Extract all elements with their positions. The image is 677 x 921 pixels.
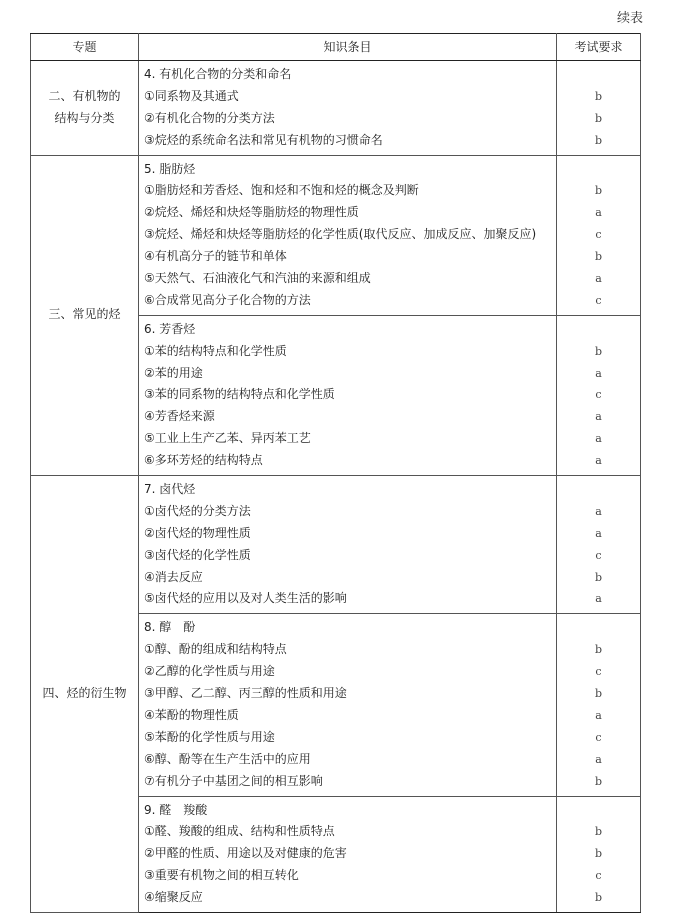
knowledge-item: ④缩聚反应 xyxy=(144,890,203,905)
knowledge-item: ④芳香烃来源 xyxy=(144,409,215,424)
header-topic: 专题 xyxy=(31,34,139,61)
requirement-level: a xyxy=(595,504,602,518)
knowledge-item: ⑥醇、酚等在生产生活中的应用 xyxy=(144,751,311,766)
topic-name-line: 三、常见的烃 xyxy=(48,307,121,322)
requirement-level: b xyxy=(594,133,603,147)
knowledge-item: ③烷烃、烯烃和炔烃等脂肪烃的化学性质(取代反应、加成反应、加聚反应) xyxy=(144,227,537,242)
requirement-level: a xyxy=(595,592,602,606)
topic-cell xyxy=(31,476,139,913)
knowledge-item: ⑤卤代烃的应用以及对人类生活的影响 xyxy=(144,591,347,606)
knowledge-item: ③卤代烃的化学性质 xyxy=(144,547,251,562)
requirement-level: a xyxy=(595,410,602,424)
group-heading: 7. 卤代烃 xyxy=(144,482,196,497)
requirement-level: c xyxy=(595,388,602,402)
requirement-level: c xyxy=(595,665,602,679)
knowledge-items-cell xyxy=(139,155,557,315)
group-heading: 9. 醛 羧酸 xyxy=(144,802,208,817)
requirement-level: a xyxy=(595,454,602,468)
requirement-spacer xyxy=(557,479,640,501)
requirement-level: b xyxy=(594,643,603,657)
knowledge-item: ①同系物及其通式 xyxy=(144,88,239,103)
table-row xyxy=(31,61,641,156)
knowledge-item: ②甲醛的性质、用途以及对健康的危害 xyxy=(144,846,347,861)
requirement-level: b xyxy=(594,250,603,264)
knowledge-item: ⑦有机分子中基团之间的相互影响 xyxy=(144,773,323,788)
exam-requirement-cell xyxy=(557,796,641,912)
requirement-level: c xyxy=(595,548,602,562)
group-heading: 8. 醇 酚 xyxy=(144,620,196,635)
requirement-level: c xyxy=(595,293,602,307)
topic-cell xyxy=(31,61,139,156)
header-knowledge-items: 知识条目 xyxy=(139,34,557,61)
requirement-level: a xyxy=(595,366,602,380)
topic-name-line: 二、有机物的 xyxy=(48,88,121,103)
knowledge-item: ④苯酚的物理性质 xyxy=(144,707,239,722)
topic-cell xyxy=(31,155,139,475)
requirement-level: a xyxy=(595,708,602,722)
table-header-row xyxy=(31,34,641,61)
knowledge-item: ②苯的用途 xyxy=(144,365,203,380)
knowledge-item: ①苯的结构特点和化学性质 xyxy=(144,343,287,358)
requirement-spacer xyxy=(557,800,640,822)
knowledge-items-cell xyxy=(139,614,557,796)
knowledge-items-cell xyxy=(139,315,557,475)
requirement-level: a xyxy=(595,206,602,220)
requirement-level: b xyxy=(594,111,603,125)
requirement-level: a xyxy=(595,272,602,286)
topic-name-line: 结构与分类 xyxy=(54,110,115,125)
exam-requirement-cell xyxy=(557,61,641,156)
topic-name-line: 四、烃的衍生物 xyxy=(42,686,127,701)
header-exam-requirement: 考试要求 xyxy=(557,34,641,61)
knowledge-item: ③苯的同系物的结构特点和化学性质 xyxy=(144,387,335,402)
table-row xyxy=(31,476,641,614)
requirement-spacer xyxy=(557,159,640,181)
requirement-level: b xyxy=(594,687,603,701)
group-heading: 6. 芳香烃 xyxy=(144,321,196,336)
knowledge-item: ②烷烃、烯烃和炔烃等脂肪烃的物理性质 xyxy=(144,205,359,220)
knowledge-item: ⑤苯酚的化学性质与用途 xyxy=(144,729,275,744)
knowledge-item: ③烷烃的系统命名法和常见有机物的习惯命名 xyxy=(144,132,383,147)
knowledge-item: ⑤天然气、石油液化气和汽油的来源和组成 xyxy=(144,271,371,286)
knowledge-item: ②乙醇的化学性质与用途 xyxy=(144,664,275,679)
requirement-level: b xyxy=(594,774,603,788)
requirement-level: c xyxy=(595,869,602,883)
table-body xyxy=(31,61,641,913)
syllabus-table xyxy=(30,33,641,913)
requirement-level: a xyxy=(595,526,602,540)
knowledge-item: ①卤代烃的分类方法 xyxy=(144,503,251,518)
requirement-spacer xyxy=(557,64,640,86)
requirement-level: b xyxy=(594,891,603,905)
knowledge-items-cell xyxy=(139,476,557,614)
knowledge-items-cell xyxy=(139,796,557,912)
knowledge-item: ③甲醇、乙二醇、丙三醇的性质和用途 xyxy=(144,686,347,701)
exam-requirement-cell xyxy=(557,614,641,796)
knowledge-item: ⑤工业上生产乙苯、异丙苯工艺 xyxy=(144,431,311,446)
requirement-level: c xyxy=(595,228,602,242)
group-heading: 4. 有机化合物的分类和命名 xyxy=(144,67,292,81)
requirement-level: a xyxy=(595,752,602,766)
requirement-level: c xyxy=(595,730,602,744)
knowledge-item: ④消去反应 xyxy=(144,569,203,584)
requirement-level: b xyxy=(594,184,603,198)
knowledge-item: ①醇、酚的组成和结构特点 xyxy=(144,642,287,657)
requirement-spacer xyxy=(557,617,640,639)
requirement-level: b xyxy=(594,570,603,584)
exam-requirement-cell xyxy=(557,476,641,614)
knowledge-item: ⑥多环芳烃的结构特点 xyxy=(144,453,263,468)
table-row xyxy=(31,155,641,315)
requirement-level: b xyxy=(594,847,603,861)
knowledge-item: ①醛、羧酸的组成、结构和性质特点 xyxy=(144,824,335,839)
exam-requirement-cell xyxy=(557,155,641,315)
knowledge-item: ①脂肪烃和芳香烃、饱和烃和不饱和烃的概念及判断 xyxy=(144,183,419,198)
knowledge-items-cell xyxy=(139,61,557,156)
knowledge-item: ②卤代烃的物理性质 xyxy=(144,525,251,540)
requirement-level: b xyxy=(594,344,603,358)
requirement-level: a xyxy=(595,432,602,446)
requirement-level: b xyxy=(594,825,603,839)
requirement-level: b xyxy=(594,89,603,103)
knowledge-item: ④有机高分子的链节和单体 xyxy=(144,249,287,264)
knowledge-item: ②有机化合物的分类方法 xyxy=(144,110,275,125)
group-heading: 5. 脂肪烃 xyxy=(144,161,196,176)
exam-requirement-cell xyxy=(557,315,641,475)
continued-label: 续表 xyxy=(616,11,643,26)
knowledge-item: ⑥合成常见高分子化合物的方法 xyxy=(144,292,311,307)
knowledge-item: ③重要有机物之间的相互转化 xyxy=(144,868,299,883)
requirement-spacer xyxy=(557,319,640,341)
